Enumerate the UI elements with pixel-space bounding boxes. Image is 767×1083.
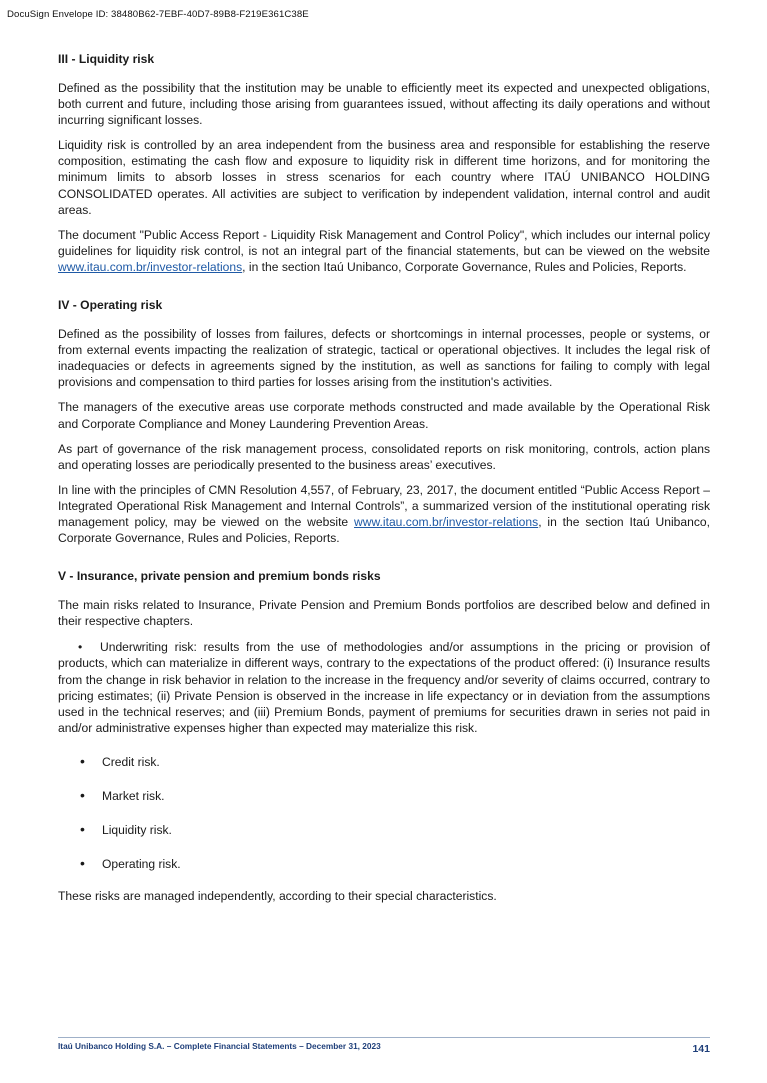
liquidity-risk-heading: III - Liquidity risk xyxy=(58,52,155,66)
investor-relations-link[interactable]: www.itau.com.br/investor-relations xyxy=(354,514,539,529)
list-item-label: Liquidity risk. xyxy=(102,822,172,837)
operating-managers-paragraph: The managers of the executive areas use corporate methods constructed and made available by the Operational Risk and Corporate Compliance and Money Laundering Prevention Areas. xyxy=(58,400,710,431)
underwriting-risk-text: Underwriting risk: results from the use of methodologies and/or assumptions in the pricing or provision of products, which can materialize in different ways, contrary to the expectations of the product offered: (i) Insurance results from the change in risk behavior in relation to the increase in the frequency and/or severity of claims occurred, contrary to pricing estimates; (ii) Private Pension is observed in the increase in life expectancy or in deviation from the assumptions used in the technical reserves; and (iii) Premium Bonds, payment of premiums for securities drawn in series not paid in and/or administrative expenses higher than expected may materialize this risk. xyxy=(58,640,710,735)
risk-list xyxy=(58,754,710,890)
list-item xyxy=(58,856,710,890)
page-number: 141 xyxy=(692,1043,710,1055)
operating-risk-section xyxy=(58,297,710,546)
operating-governance-paragraph: As part of governance of the risk management process, consolidated reports on risk monitoring, controls, action plans and operating losses are periodically presented to the business areas’ executives. xyxy=(58,441,710,472)
docusign-envelope-id: DocuSign Envelope ID: 38480B62-7EBF-40D7-89B8-F219E361C38E xyxy=(7,9,309,20)
page-content xyxy=(58,51,710,913)
list-item-label: Market risk. xyxy=(102,788,165,803)
liquidity-definition-paragraph: Defined as the possibility that the institution may be unable to efficiently meet its expected and unexpected obligations, both current and future, including those arising from guarantees issued, without affecting its daily operations and without incurring significant losses. xyxy=(58,81,710,128)
insurance-intro-paragraph: The main risks related to Insurance, Private Pension and Premium Bonds portfolios are described below and defined in their respective chapters. xyxy=(58,598,710,629)
footer-divider xyxy=(58,1037,710,1038)
bullet-icon: • xyxy=(80,786,85,803)
insurance-risk-heading: V - Insurance, private pension and premium bonds risks xyxy=(58,569,381,584)
bullet-icon: • xyxy=(80,820,85,837)
list-item-label: Operating risk. xyxy=(102,856,181,871)
list-item-label: Credit risk. xyxy=(102,754,160,769)
operating-definition-paragraph: Defined as the possibility of losses from failures, defects or shortcomings in internal processes, people or systems, or from external events impacting the realization of strategic, tactical or operational objectives. It includes the legal risk of inadequacies or defects in agreements signed by the institution, as well as sanctions for failing to comply with legal provisions and compensation to third parties for losses arising from the institution's activities. xyxy=(58,327,710,390)
liquidity-risk-section xyxy=(58,51,710,275)
liquidity-doc-text-before: The document "Public Access Report - Liquidity Risk Management and Control Policy", which includes our internal policy guidelines for liquidity risk control, is not an integral part of the financial statements, but can be viewed on the website xyxy=(58,227,710,258)
footer-document-title: Itaú Unibanco Holding S.A. – Complete Financial Statements – December 31, 2023 xyxy=(58,1041,381,1051)
list-item xyxy=(58,754,710,788)
list-item xyxy=(58,788,710,822)
insurance-closing-paragraph: These risks are managed independently, according to their special characteristics. xyxy=(58,888,497,903)
liquidity-document-paragraph xyxy=(58,227,710,275)
operating-doc-text-after: , in the section Itaú Unibanco, Corporate Governance, Rules and Policies, Reports. xyxy=(58,514,710,546)
bullet-icon: • xyxy=(78,640,83,655)
liquidity-control-paragraph: Liquidity risk is controlled by an area independent from the business area and responsible for establishing the reserve composition, estimating the cash flow and exposure to liquidity risk in different time horizons, and for monitoring the minimum limits to absorb losses in stress scenarios for each country where ITAÚ UNIBANCO HOLDING CONSOLIDATED operates. All activities are subject to verification by independent validation, internal control and audit areas. xyxy=(58,138,710,217)
bullet-icon: • xyxy=(80,752,85,769)
operating-document-paragraph xyxy=(58,482,710,546)
operating-risk-heading: IV - Operating risk xyxy=(58,298,163,313)
liquidity-doc-text-after: , in the section Itaú Unibanco, Corporate Governance, Rules and Policies, Reports. xyxy=(242,259,687,274)
list-item xyxy=(58,822,710,856)
bullet-icon: • xyxy=(80,854,85,871)
insurance-risk-section xyxy=(58,568,710,904)
operating-doc-text-before: In line with the principles of CMN Resolution 4,557, of February, 23, 2017, the document entitled “Public Access Report – Integrated Operational Risk Management and Internal Controls”, a summarized version of the institutional operating risk management policy, may be viewed on the website xyxy=(58,482,710,529)
investor-relations-link[interactable]: www.itau.com.br/investor-relations xyxy=(58,259,243,274)
underwriting-risk-bullet xyxy=(58,639,710,736)
